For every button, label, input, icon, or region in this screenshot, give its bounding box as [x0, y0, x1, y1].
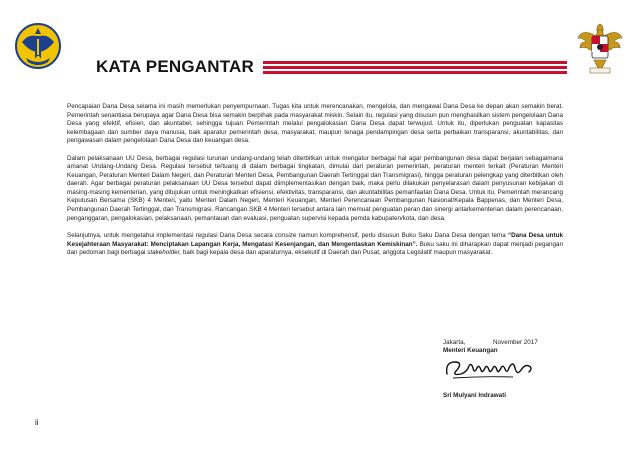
signature-place-date — [443, 339, 583, 346]
title-stripes — [263, 61, 567, 75]
paragraph-3-part-a: Selanjutnya, untuk mengetahui implementasi regulasi Dana Desa secara — [67, 232, 275, 240]
foreword-body — [67, 103, 563, 267]
stripe-bottom — [263, 71, 567, 74]
paragraph-3-part-c: namun komprehensif, perlu disusun Buku Saku Dana Desa dengan tema — [296, 232, 508, 240]
signature-block — [443, 339, 583, 399]
paragraph-3-theme: “Dana Desa untuk Kesejahteraan Masyarakat: Menciptakan Lapangan Kerja, Mengatasi Kesenjangan, dan Mengentaskan Kemiskinan”. — [67, 232, 563, 248]
page-number: ii — [35, 418, 39, 427]
ministry-of-finance-logo — [14, 22, 62, 70]
signature-date: November 2017 — [493, 339, 538, 346]
paragraph-1: Pencapaian Dana Desa selama ini masih memerlukan penyempurnaan. Tugas kita untuk merencanakan, mengelola, dan mengawal Dana Desa ke depan akan semakin berat. Pemerintah senantiasa berupaya agar Dana Desa bisa semakin berpihak pada masyarakat miskin. Selain itu, regulasi yang disusun pun menghasilkan sistem pengelolaan Dana Desa yang efektif, efisien, dan akuntabel, sehingga tujuan Pemerintah melalui pengalokasian Dana Desa dapat terwujud. Untuk itu, diperlukan penguatan kapasitas kelembagaan dan sumber daya manusia, baik aparatur pemerintah desa, masyarakat, maupun tenaga pendampingan desa serta perbaikan transparansi, akuntabilitas, dan pengawasan dalam pengelolaan Dana Desa dan keuangan desa. — [67, 103, 563, 145]
handwritten-signature — [443, 356, 535, 382]
paragraph-3-italic-consize: consize — [274, 232, 297, 240]
paragraph-3-italic-stakeholder: stakeholder, — [147, 249, 182, 257]
paragraph-3 — [67, 232, 563, 258]
garuda-pancasila-logo — [576, 20, 624, 78]
stripe-top — [263, 61, 567, 64]
signature-name: Sri Mulyani Indrawati — [443, 392, 506, 399]
stripe-middle — [263, 66, 567, 69]
signature-role: Menteri Keuangan — [443, 347, 498, 354]
paragraph-3-part-e: Buku saku ini diharapkan dapat menjadi pegangan dan pedoman bagi berbagai — [67, 240, 563, 257]
page-title: KATA PENGANTAR — [96, 57, 254, 76]
signature-city: Jakarta, — [443, 339, 466, 346]
paragraph-3-part-g: baik bagi kepala desa dan aparaturnya, eksekutif di Daerah dan Pusat, anggota Legislatif maupun masyarakat. — [181, 249, 493, 257]
paragraph-2: Dalam pelaksanaan UU Desa, berbagai regulasi turunan undang-undang telah diterbitkan untuk mengatur berbagai hal agar pembangunan desa dapat berjalan sebagaimana amanat Undang-Undang Desa. Regulasi tersebut tertuang di dalam berbagai tingkatan, dimulai dari peraturan pemerintah, peraturan menteri terkait (Peraturan Menteri Keuangan, Peraturan Menteri Dalam Negeri, dan Peraturan Menteri Desa, Pembangunan Daerah Tertinggal dan Transmigrasi), hingga peraturan pelengkap yang diterbitkan oleh daerah. Agar berbagai peraturan pelaksanaan UU Desa tersebut dapat diimplementasikan dengan baik, maka perlu dilakukan penyelarasan dalam penyusunan kebijakan di masing-masing kementerian, yang ditujukan untuk meningkatkan efisiensi, efektivitas, transparansi, dan akuntabilitas pemanfaatan Dana Desa. Untuk itu, Pemerintah merancang Keputusan Bersama (SKB) 4 Menteri, yaitu Menteri Dalam Negeri, Menteri Keuangan, Menteri Perencanaan Pembangunan Nasional/Kepala Bappenas, dan Menteri Desa, Pembangunan Daerah Tertinggal, dan Transmigrasi. Rancangan SKB 4 Menteri tersebut antara lain memuat penguatan peran dan sinergi antarkementerian dalam perencanaan, penganggaran, pengalokasian, pelaksanaan, pemantauan dan evaluasi, penguatan supervisi kepada pemda kabupaten/kota, dan desa. — [67, 154, 563, 222]
